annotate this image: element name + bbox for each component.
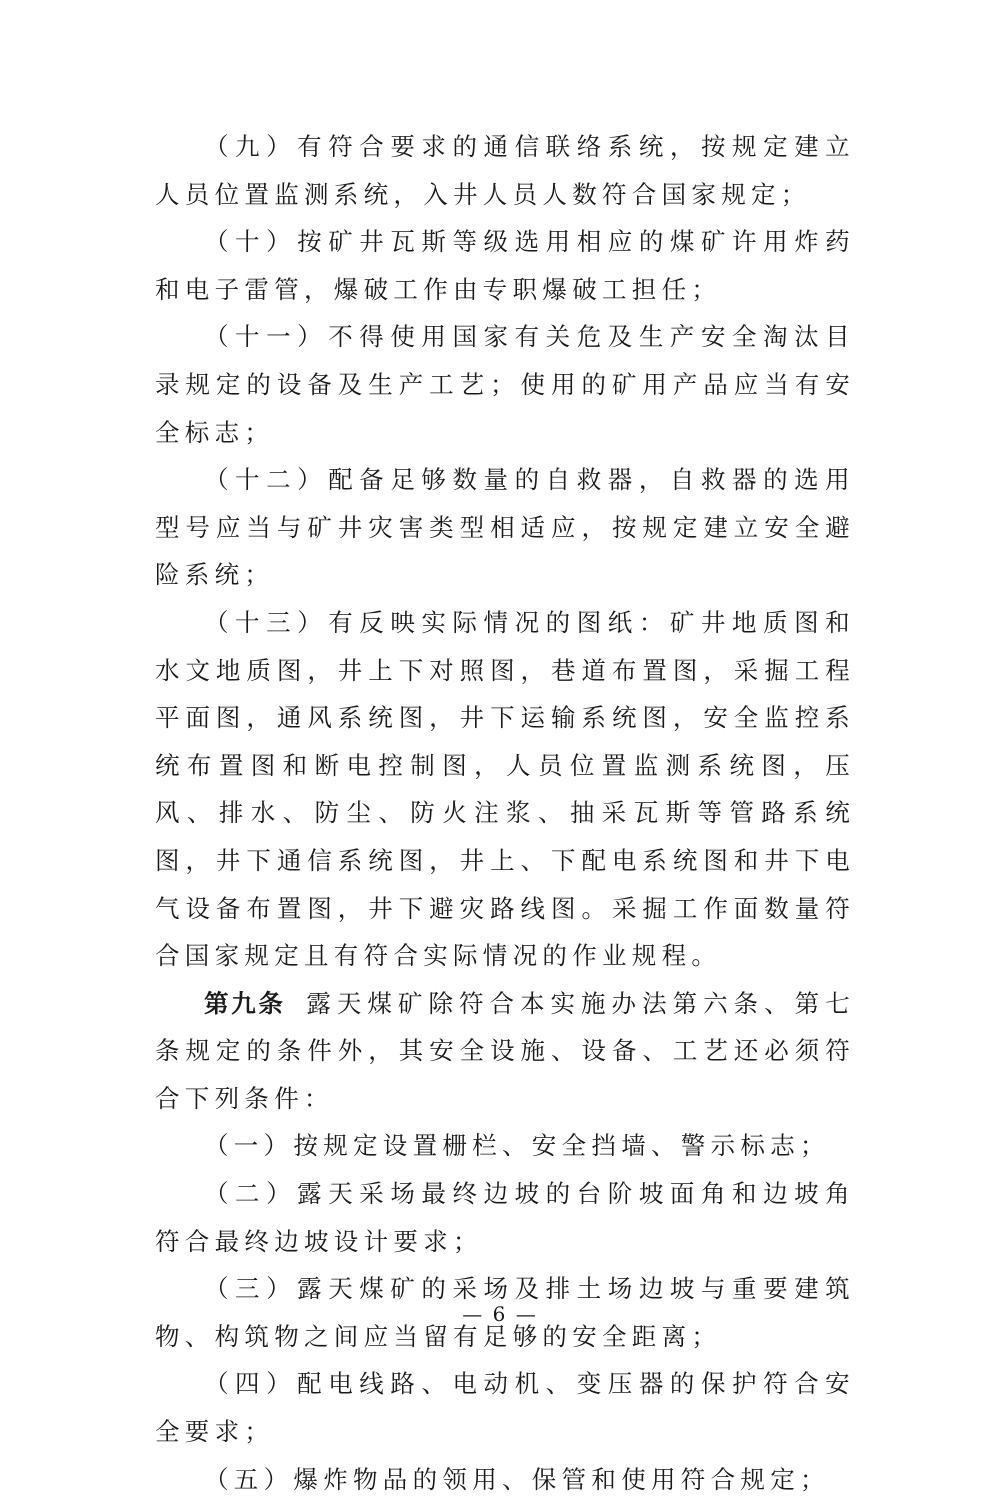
page-number: — 6 — (462, 1302, 538, 1326)
paragraph-item-12: （十二）配备足够数量的自救器，自救器的选用型号应当与矿井灾害类型相适应，按规定建立安全避险系统； (155, 465, 855, 590)
document-body (155, 123, 855, 1503)
article-9-heading: 第九条 (204, 988, 286, 1018)
paragraph-item-11: （十一）不得使用国家有关危及生产安全淘汰目录规定的设备及生产工艺；使用的矿用产品应当有安全标志； (155, 322, 855, 447)
article-9-paragraph (155, 980, 855, 1123)
article-9-text: 露天煤矿除符合本实施办法第六条、第七条规定的条件外，其安全设施、设备、工艺还必须符合下列条件： (155, 988, 855, 1113)
list-item-1: （一）按规定设置栅栏、安全挡墙、警示标志； (204, 1131, 830, 1161)
list-item-3: （三）露天煤矿的采场及排土场边坡与重要建筑物、构筑物之间应当留有足够的安全距离； (155, 1274, 855, 1351)
list-item-4: （四）配电线路、电动机、变压器的保护符合安全要求； (155, 1369, 855, 1447)
paragraph-item-10: （十）按矿井瓦斯等级选用相应的煤矿许用炸药和电子雷管，爆破工作由专职爆破工担任； (155, 227, 855, 304)
list-item-5: （五）爆炸物品的领用、保管和使用符合规定； (204, 1464, 830, 1494)
list-item-2: （二）露天采场最终边坡的台阶坡面角和边坡角符合最终边坡设计要求； (155, 1179, 855, 1256)
paragraph-item-13: （十三）有反映实际情况的图纸：矿井地质图和水文地质图，井上下对照图，巷道布置图，采掘工程平面图，通风系统图，井下运输系统图，安全监控系统布置图和断电控制图，人员位置监测系统图，压风、排水、防尘、防火注浆、抽采瓦斯等管路系统图，井下通信系统图，井上、下配电系统图和井下电气设备布置图，井下避灾路线图。采掘工作面数量符合国家规定且有符合实际情况的作业规程。 (155, 607, 855, 971)
paragraph-item-9: （九）有符合要求的通信联络系统，按规定建立人员位置监测系统，入井人员人数符合国家规定； (155, 132, 855, 209)
